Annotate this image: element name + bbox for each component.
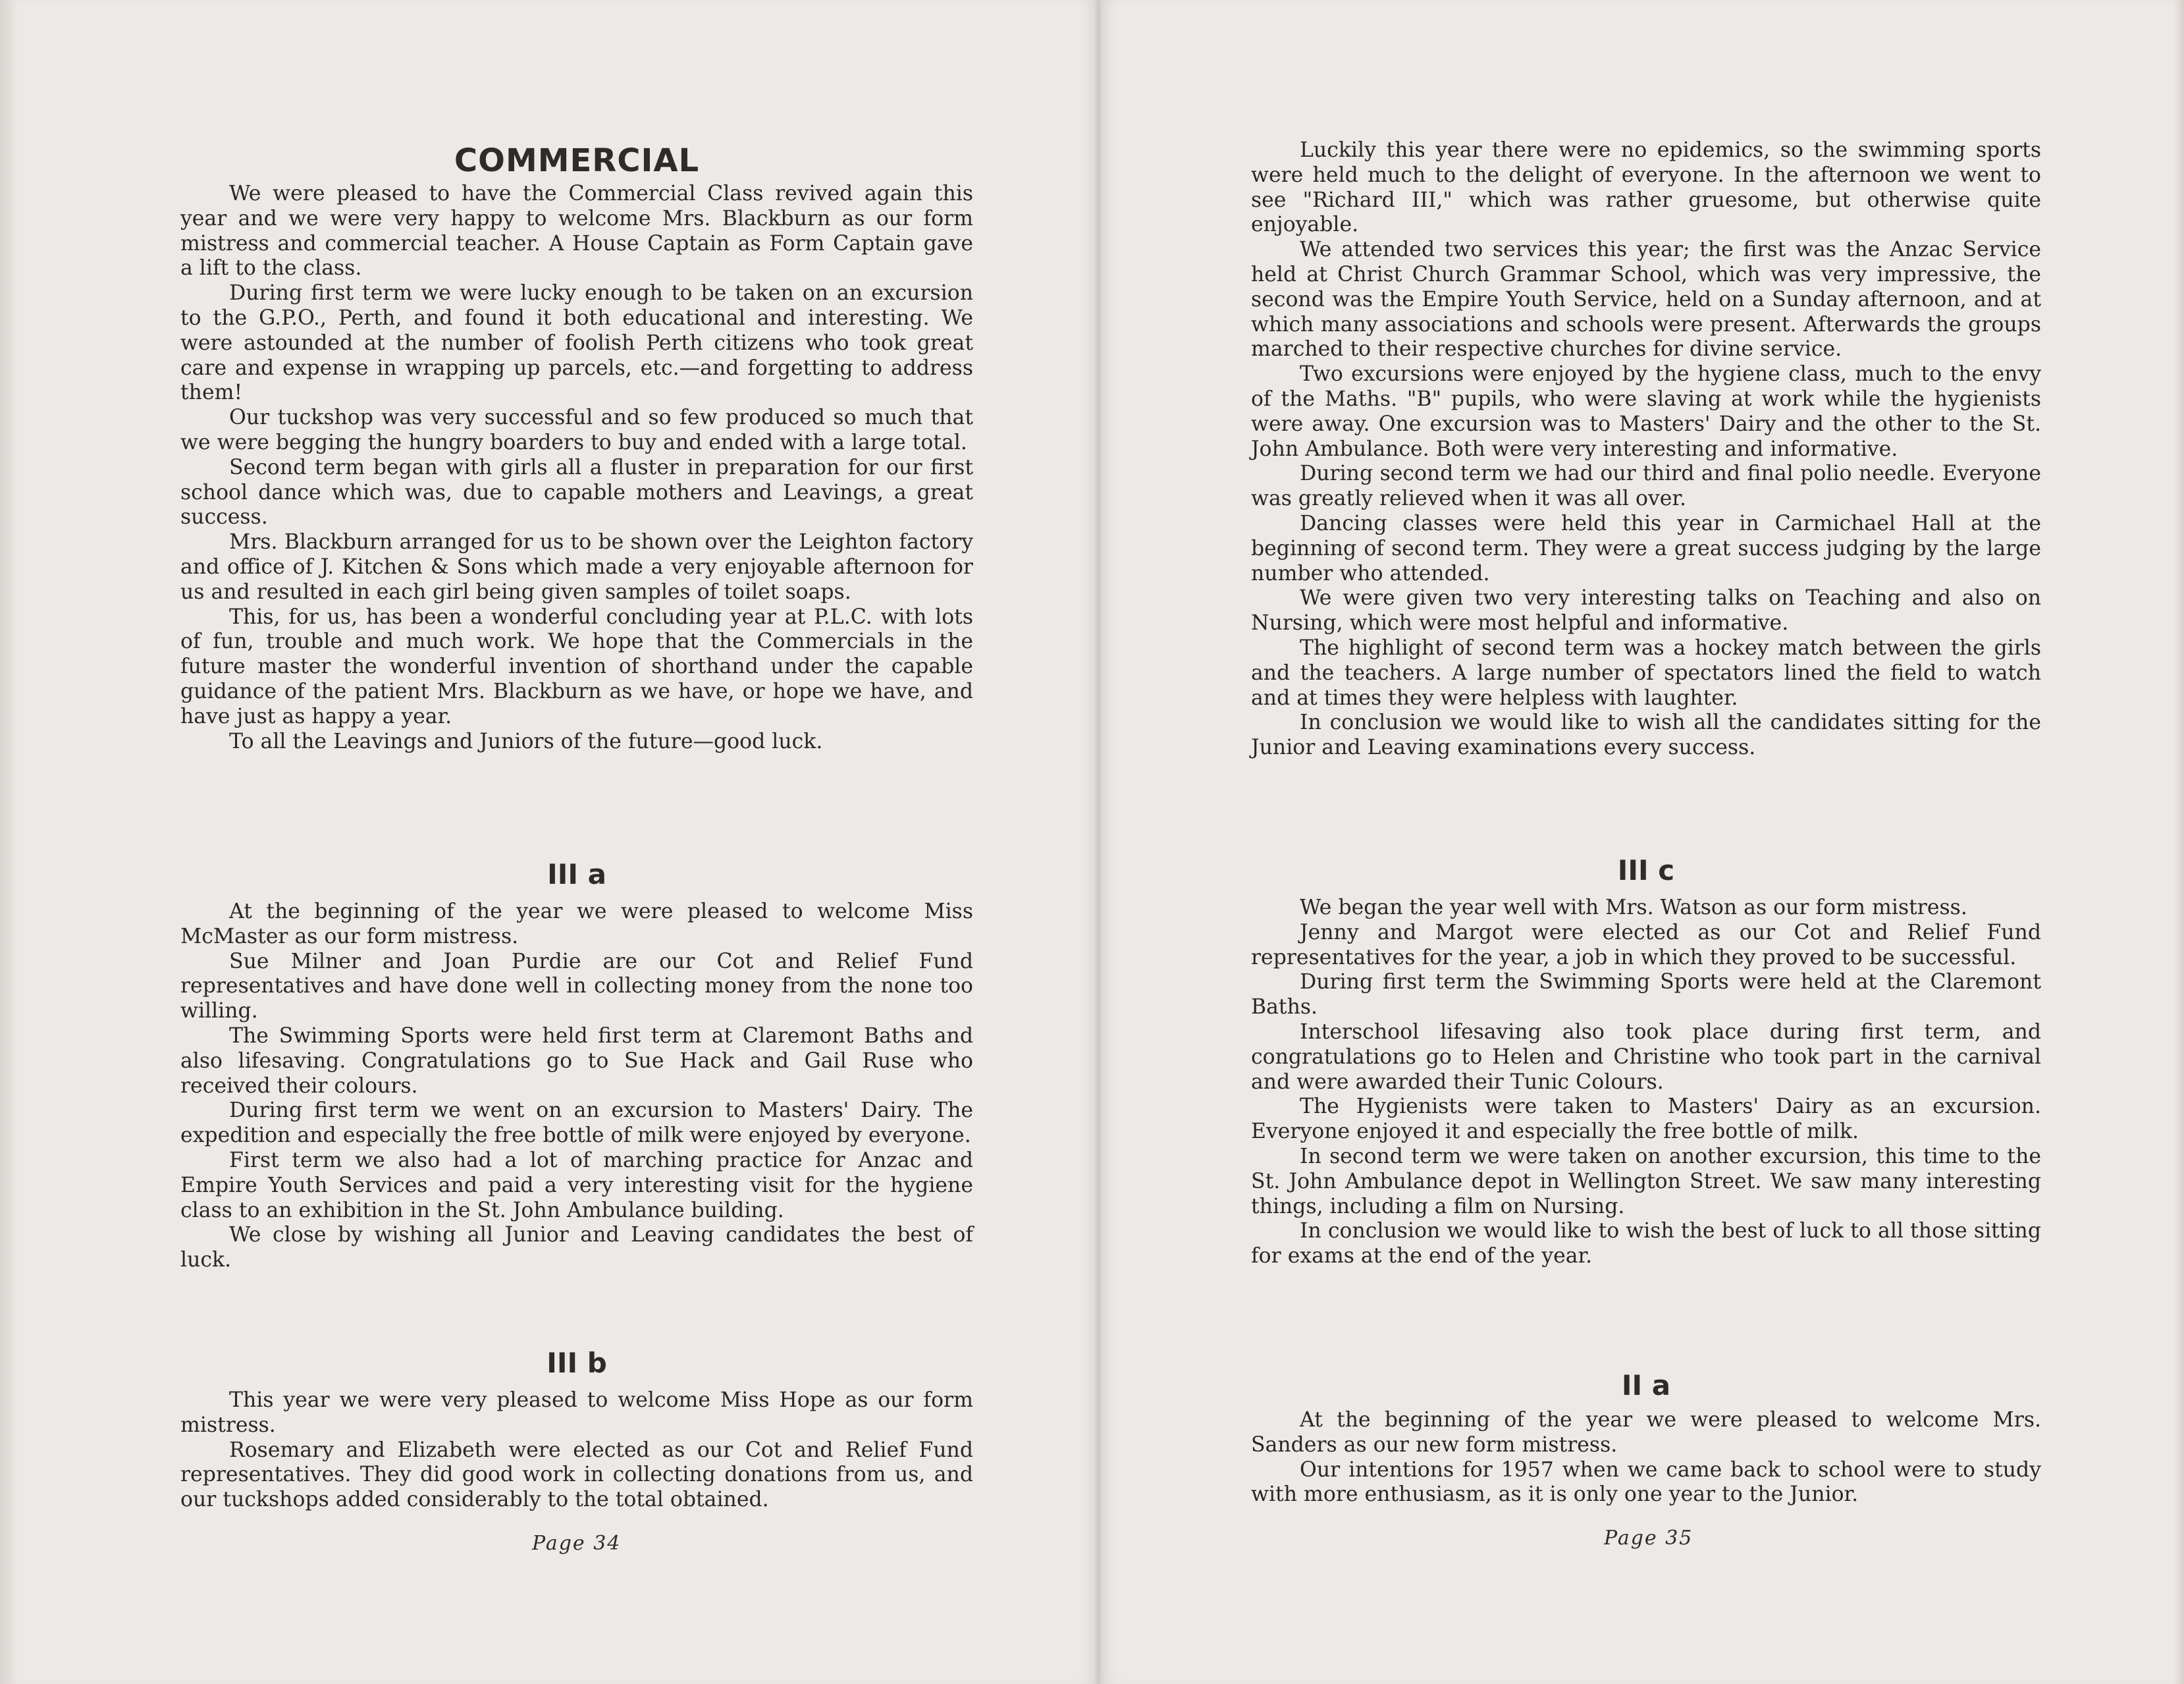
iiia-paragraph: During first term we went on an excursion to Masters' Dairy. The expedition and especially the free bottle of milk were enjoyed by everyone. xyxy=(180,1099,973,1148)
left-page-number: Page 34 xyxy=(532,1532,622,1555)
commercial-section xyxy=(180,141,973,754)
commercial-heading: COMMERCIAL xyxy=(454,142,700,179)
iiia-paragraph: The Swimming Sports were held first term at Claremont Baths and also lifesaving. Congratulations go to Sue Hack and Gail Ruse who received their colours. xyxy=(180,1023,973,1098)
continued-paragraph: In conclusion we would like to wish all the candidates sitting for the Junior and Leaving examinations every success. xyxy=(1251,711,2041,760)
right-page-edge-shadow xyxy=(2173,0,2184,1684)
form-iiic-heading: III c xyxy=(1617,854,1675,886)
continued-paragraph: Dancing classes were held this year in Carmichael Hall at the beginning of second term. They were a great success judging by the large number who attended. xyxy=(1251,511,2041,585)
form-iiib-section xyxy=(180,1346,973,1513)
iiic-paragraph: During first term the Swimming Sports were held at the Claremont Baths. xyxy=(1251,970,2041,1019)
continued-paragraph: The highlight of second term was a hockey match between the girls and the teachers. A large number of spectators lined the field to watch and at times they were helpless with laughter. xyxy=(1251,636,2041,710)
continued-paragraph: Two excursions were enjoyed by the hygiene class, much to the envy of the Maths. "B" pupils, who were slaving at work while the hygienists were away. One excursion was to Masters' Dairy and the other to the St. John Ambulance. Both were very interesting and informative. xyxy=(1251,362,2041,461)
commercial-paragraph: This, for us, has been a wonderful concluding year at P.L.C. with lots of fun, trouble and much work. We hope that the Commercials in the future master the wonderful invention of shorthand under the capable guidance of the patient Mrs. Blackburn as we have, or hope we have, and have just as happy a year. xyxy=(180,605,973,728)
continued-paragraph: We were given two very interesting talks on Teaching and also on Nursing, which were most helpful and informative. xyxy=(1251,586,2041,636)
right-page-number: Page 35 xyxy=(1604,1527,1693,1550)
form-iia-section xyxy=(1251,1369,2041,1507)
iiib-paragraph: This year we were very pleased to welcome Miss Hope as our form mistress. xyxy=(180,1388,973,1437)
commercial-paragraph: We were pleased to have the Commercial Class revived again this year and we were very happy to welcome Mrs. Blackburn as our form mistress and commercial teacher. A House Captain as Form Captain gave a lift to the class. xyxy=(180,182,973,281)
commercial-paragraph: To all the Leavings and Juniors of the future—good luck. xyxy=(229,729,823,753)
continued-section xyxy=(1251,138,2041,761)
iia-paragraph: Our intentions for 1957 when we came back to school were to study with more enthusiasm, as it is only one year to the Junior. xyxy=(1251,1457,2041,1507)
commercial-paragraph: Second term began with girls all a fluster in preparation for our first school dance which was, due to capable mothers and Leavings, a great success. xyxy=(180,455,973,530)
book-gutter xyxy=(1096,0,1102,1684)
form-iiia-heading: III a xyxy=(547,858,606,890)
left-page-edge-shadow xyxy=(0,0,18,1684)
iiic-paragraph: Jenny and Margot were elected as our Cot and Relief Fund representatives for the year, a job in which they proved to be successful. xyxy=(1251,920,2041,969)
continued-paragraph: During second term we had our third and final polio needle. Everyone was greatly relieved when it was all over. xyxy=(1251,462,2041,511)
commercial-paragraph: Our tuckshop was very successful and so few produced so much that we were begging the hungry boarders to buy and ended with a large total. xyxy=(180,406,973,454)
iiia-paragraph: At the beginning of the year we were pleased to welcome Miss McMaster as our form mistress. xyxy=(180,900,973,948)
iiic-paragraph: In second term we were taken on another excursion, this time to the St. John Ambulance depot in Wellington Street. We saw many interesting things, including a film on Nursing. xyxy=(1251,1144,2041,1218)
form-iiib-heading: III b xyxy=(546,1347,607,1379)
iia-paragraph: At the beginning of the year we were pleased to welcome Mrs. Sanders as our new form mistress. xyxy=(1251,1408,2041,1457)
iiia-paragraph: Sue Milner and Joan Purdie are our Cot and Relief Fund representatives and have done well in collecting money from the none too willing. xyxy=(180,949,973,1023)
form-iia-heading: II a xyxy=(1621,1369,1671,1401)
form-iiic-section xyxy=(1251,854,2041,1269)
iiic-paragraph: Interschool lifesaving also took place during first term, and congratulations go to Helen and Christine who took part in the carnival and were awarded their Tunic Colours. xyxy=(1251,1019,2041,1094)
continued-paragraph: We attended two services this year; the first was the Anzac Service held at Christ Church Grammar School, which was very impressive, the second was the Empire Youth Service, held on a Sunday afternoon, and at which many associations and schools were present. Afterwards the groups marched to their respective churches for divine service. xyxy=(1251,238,2041,362)
iiic-paragraph: In conclusion we would like to wish the best of luck to all those sitting for exams at the end of the year. xyxy=(1251,1219,2041,1268)
iiia-paragraph: We close by wishing all Junior and Leaving candidates the best of luck. xyxy=(180,1223,973,1272)
iiia-paragraph: First term we also had a lot of marching practice for Anzac and Empire Youth Services and paid a very interesting visit for the hygiene class to an exhibition in the St. John Ambulance building. xyxy=(180,1148,973,1222)
iiib-paragraph: Rosemary and Elizabeth were elected as our Cot and Relief Fund representatives. They did good work in collecting donations from us, and our tuckshops added considerably to the total obtained. xyxy=(180,1438,973,1512)
commercial-paragraph: During first term we were lucky enough to be taken on an excursion to the G.P.O., Perth, and found it both educational and interesting. We were astounded at the number of foolish Perth citizens who took great care and expense in wrapping up parcels, etc.—and forgetting to address them! xyxy=(180,281,973,405)
iiic-paragraph: The Hygienists were taken to Masters' Dairy as an excursion. Everyone enjoyed it and especially the free bottle of milk. xyxy=(1251,1095,2041,1144)
iiic-paragraph: We began the year well with Mrs. Watson as our form mistress. xyxy=(1300,896,1967,919)
continued-paragraph: Luckily this year there were no epidemics, so the swimming sports were held much to the delight of everyone. In the afternoon we went to see "Richard III," which was rather gruesome, but otherwise quite enjoyable. xyxy=(1251,138,2041,237)
form-iiia-section xyxy=(180,857,973,1273)
commercial-paragraph: Mrs. Blackburn arranged for us to be shown over the Leighton factory and office of J. Kitchen & Sons which made a very enjoyable afternoon for us and resulted in each girl being given samples of toilet soaps. xyxy=(180,530,973,604)
